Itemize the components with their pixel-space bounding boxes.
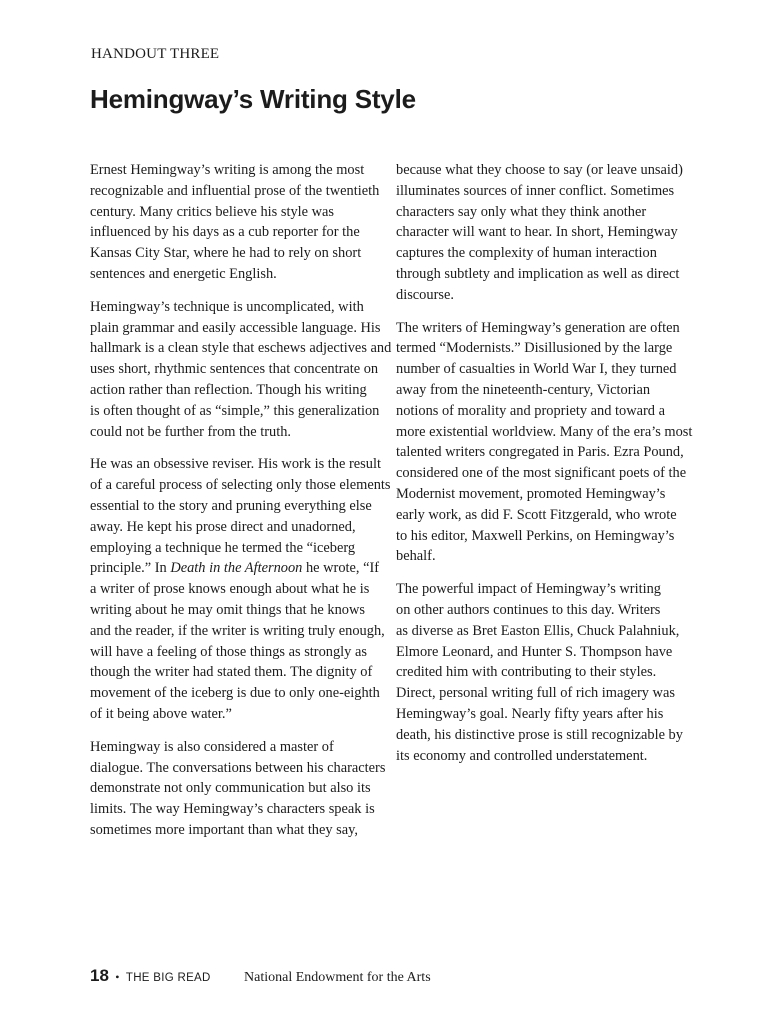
text-line: Modernist movement, promoted Hemingway’s <box>396 485 666 502</box>
text-line: Hemingway’s technique is uncomplicated, with <box>90 298 364 315</box>
text-line: Elmore Leonard, and Hunter S. Thompson have <box>396 643 673 660</box>
book-title: Death in the Afternoon <box>170 560 303 577</box>
text-line: behalf. <box>396 548 436 565</box>
text-line: discourse. <box>396 286 454 303</box>
text-line: influenced by his days as a cub reporter for the <box>90 224 360 241</box>
text-line: Kansas City Star, where he had to rely on short <box>90 245 362 262</box>
text-line: is often thought of as “simple,” this generalization <box>90 402 380 419</box>
text-line: because what they choose to say (or leave unsaid) <box>396 162 683 178</box>
text-line: century. Many critics believe his style was <box>90 203 335 220</box>
text-fragment: he wrote, “If <box>302 560 380 577</box>
text-line: uses short, rhythmic sentences that concentrate on <box>90 361 379 378</box>
right-column <box>396 160 693 778</box>
text-line: essential to the story and pruning everything else <box>90 497 372 514</box>
paragraph-technique <box>90 297 392 443</box>
text-line: will have a feeling of those things as strongly as <box>90 643 367 660</box>
paragraph-dialogue <box>90 737 386 841</box>
text-line: notions of morality and propriety and toward a <box>396 402 665 419</box>
text-line: plain grammar and easily accessible language. His <box>90 319 381 336</box>
text-line: early work, as did F. Scott Fitzgerald, who wrote <box>396 506 677 523</box>
left-column <box>90 160 392 853</box>
text-line: Ernest Hemingway’s writing is among the most <box>90 162 365 178</box>
text-line: more existential worldview. Many of the era’s most <box>396 423 693 440</box>
text-line: considered one of the most significant poets of the <box>396 465 687 482</box>
text-line: demonstrate not only communication but also its <box>90 780 371 797</box>
text-line: Direct, personal writing full of rich imagery was <box>396 685 675 702</box>
text-line: to his editor, Maxwell Perkins, on Hemingway’s <box>396 527 675 544</box>
text-line: could not be further from the truth. <box>90 423 292 440</box>
paragraph-modernists <box>396 318 693 568</box>
text-line: though the writer had stated them. The dignity of <box>90 664 373 681</box>
paragraph-intro <box>90 160 378 285</box>
page-number: 18 <box>90 966 109 985</box>
text-line: action rather than reflection. Though his writing <box>90 381 367 398</box>
paragraph-impact <box>396 579 684 766</box>
text-line: writing about he may omit things that he knows <box>90 601 365 618</box>
text-line: He was an obsessive reviser. His work is the result <box>90 456 381 473</box>
text-line: The powerful impact of Hemingway’s writing <box>396 581 661 598</box>
paragraph-dialogue-continued <box>396 160 684 306</box>
paragraph-iceberg <box>90 454 391 724</box>
text-line: of a careful process of selecting only those elements <box>90 477 391 494</box>
text-line: movement of the iceberg is due to only one-eighth <box>90 685 380 702</box>
text-line: captures the complexity of human interaction <box>396 245 657 262</box>
page-title: Hemingway’s Writing Style <box>90 84 416 114</box>
text-line: dialogue. The conversations between his characters <box>90 759 386 776</box>
text-line: hallmark is a clean style that eschews adjectives and <box>90 340 392 357</box>
text-line <box>90 558 378 579</box>
handout-label: HANDOUT THREE <box>91 46 220 62</box>
text-line: limits. The way Hemingway’s characters speak is <box>90 801 375 818</box>
text-line: its economy and controlled understatement. <box>396 747 648 764</box>
text-line: characters say only what they think another <box>396 203 647 220</box>
text-fragment: principle.” In <box>90 560 171 577</box>
text-line: sometimes more important than what they say, <box>90 821 359 838</box>
text-line: of it being above water.” <box>90 705 232 722</box>
text-line: a writer of prose knows enough about what he is <box>90 581 370 598</box>
text-line: Hemingway is also considered a master of <box>90 738 334 755</box>
text-line: as diverse as Bret Easton Ellis, Chuck Palahniuk, <box>396 622 680 639</box>
text-line: termed “Modernists.” Disillusioned by the large <box>396 340 673 357</box>
bullet-separator: • <box>115 970 120 984</box>
text-line: away from the nineteenth-century, Victorian <box>396 381 651 398</box>
text-line: illuminates sources of inner conflict. Sometimes <box>396 182 675 199</box>
text-line: Hemingway’s goal. Nearly fifty years after his <box>396 705 664 722</box>
text-line: employing a technique he termed the “iceberg <box>90 539 356 556</box>
text-line: talented writers congregated in Paris. Ezra Pound, <box>396 444 684 461</box>
text-line: credited him with contributing to their styles. <box>396 664 657 681</box>
text-line: through subtlety and implication as well as direct <box>396 265 680 282</box>
text-line: and the reader, if the writer is writing truly enough, <box>90 622 385 639</box>
organization-name: National Endowment for the Arts <box>244 970 431 985</box>
series-name: THE BIG READ <box>125 972 211 984</box>
text-line: away. He kept his prose direct and unadorned, <box>90 518 356 535</box>
page-footer <box>90 966 431 986</box>
text-line: The writers of Hemingway’s generation are often <box>396 319 680 336</box>
text-line: death, his distinctive prose is still recognizable by <box>396 726 683 743</box>
text-line: sentences and energetic English. <box>90 265 277 282</box>
text-line: on other authors continues to this day. Writers <box>396 601 661 618</box>
text-line: number of casualties in World War I, they turned <box>396 361 677 378</box>
text-line: character will want to hear. In short, Hemingway <box>396 224 678 241</box>
text-line: recognizable and influential prose of the twentieth <box>90 182 380 199</box>
